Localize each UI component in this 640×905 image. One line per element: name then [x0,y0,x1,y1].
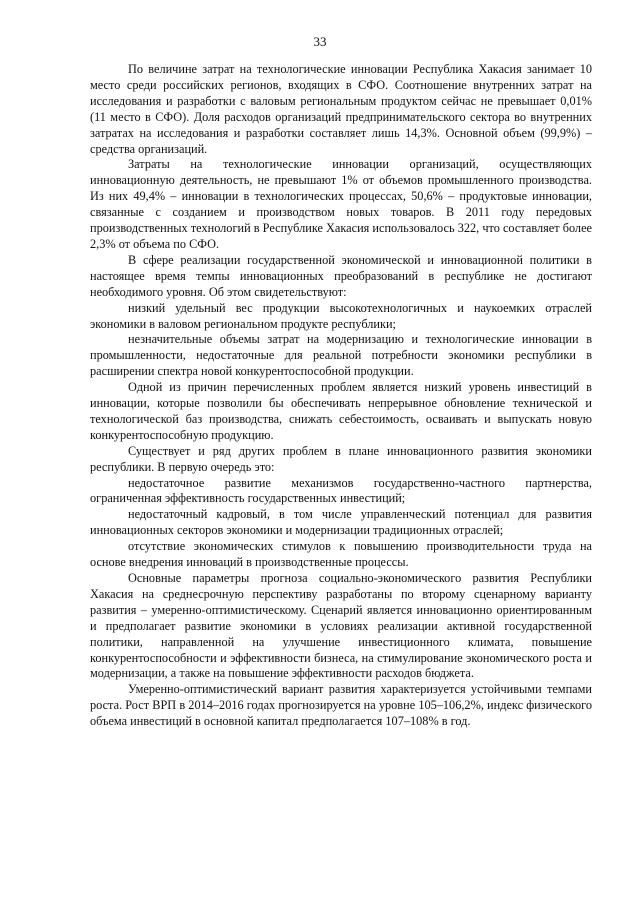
body-text [90,62,592,730]
list-item: недостаточный кадровый, в том числе управленческий потенциал для развития инновационных секторов экономики и модернизации традиционных отраслей; [90,507,592,538]
paragraph: Затраты на технологические инновации организаций, осуществляющих инновационную деятельность, не превышают 1% от объемов промышленного производства. Из них 49,4% – инновации в технологических процессах, 50,6% – продуктовые инновации, связанные с созданием и производством новых товаров. В 2011 году передовых производственных технологий в Республике Хакасия использовалось 322, что составляет более 2,3% от объема по СФО. [90,157,592,251]
paragraph: Существует и ряд других проблем в плане инновационного развития экономики республики. В первую очередь это: [90,443,592,474]
page-number: 33 [313,34,327,49]
list-item: недостаточное развитие механизмов государственно-частного партнерства, ограниченная эффективность государственных инвестиций; [90,475,592,506]
list-item: незначительные объемы затрат на модернизацию и технологические инновации в промышленности, недостаточные для реальной потребности экономики республики в расширении спектра новой конкурентоспособной продукции. [90,332,592,379]
paragraph: Основные параметры прогноза социально-экономического развития Республики Хакасия на среднесрочную перспективу разработаны по второму сценарному варианту развития – умеренно-оптимистическому. Сценарий является инновационно ориентированным и предполагает развитие экономики в условиях реализации активной государственной политики, направленной на улучшение инвестиционного климата, повышение конкурентоспособности и эффективности бизнеса, на стимулирование экономического роста и модернизации, а также на повышение эффективности расходов бюджета. [90,571,592,681]
paragraph: По величине затрат на технологические инновации Республика Хакасия занимает 10 место среди российских регионов, входящих в СФО. Соотношение внутренних затрат на исследования и разработки с валовым региональным продуктом сейчас не превышает 0,01% (11 место в СФО). Доля расходов организаций предпринимательского сектора во внутренних затратах на исследования и разработки составляет лишь 14,3%. Основной объем (99,9%) – средства организаций. [90,62,592,156]
paragraph: Одной из причин перечисленных проблем является низкий уровень инвестиций в инновации, которые позволили бы обеспечивать непрерывное обновление технической и технологической баз производства, снижать себестоимость, осваивать и выпускать новую конкурентоспособную продукцию. [90,380,592,442]
list-item: низкий удельный вес продукции высокотехнологичных и наукоемких отраслей экономики в валовом региональном продукте республики; [90,300,592,331]
paragraph: В сфере реализации государственной экономической и инновационной политики в настоящее время темпы инновационных преобразований в республике не достигают необходимого уровня. Об этом свидетельствуют: [90,252,592,299]
list-item: отсутствие экономических стимулов к повышению производительности труда на основе внедрения инноваций в производственные процессы. [90,539,592,570]
paragraph: Умеренно-оптимистический вариант развития характеризуется устойчивыми темпами роста. Рост ВРП в 2014–2016 годах прогнозируется на уровне 105–106,2%, индекс физического объема инвестиций в основной капитал предполагается 107–108% в год. [90,682,592,729]
